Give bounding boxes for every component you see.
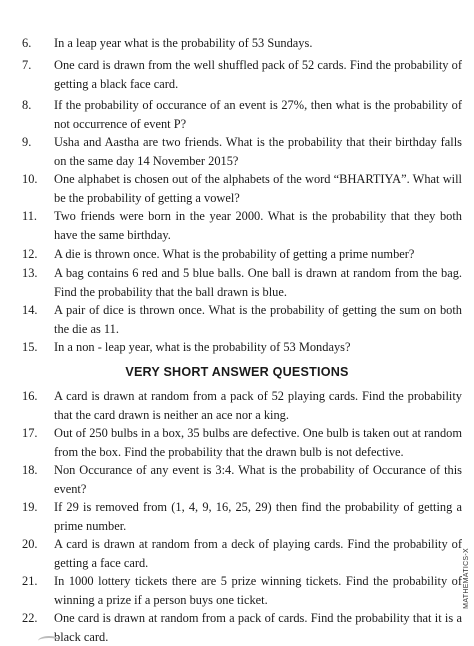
question-13 — [22, 264, 462, 301]
question-text: A pair of dice is thrown once. What is the probability of getting the sum on both the die as 11. — [54, 303, 462, 336]
question-number: 6. — [22, 36, 32, 50]
question-number: 21. — [22, 574, 38, 588]
question-text: Usha and Aastha are two friends. What is the probability that their birthday falls on the same day 14 November 2015? — [54, 135, 462, 168]
question-text: In a leap year what is the probability of 53 Sundays. — [54, 36, 313, 50]
question-14 — [22, 301, 462, 338]
question-20 — [22, 535, 462, 572]
question-number: 13. — [22, 266, 38, 280]
question-19 — [22, 498, 462, 535]
question-number: 9. — [22, 135, 32, 149]
question-text: A bag contains 6 red and 5 blue balls. One ball is drawn at random from the bag. Find the probability that the ball drawn is blue. — [54, 266, 462, 299]
section-heading: VERY SHORT ANSWER QUESTIONS — [125, 365, 349, 379]
question-text: In 1000 lottery tickets there are 5 prize winning tickets. Find the probability of winning a prize if a person buys one ticket. — [54, 574, 462, 607]
question-text: Non Occurance of any event is 3:4. What is the probability of Occurance of this event? — [54, 463, 462, 496]
page-edge-mark — [38, 636, 60, 646]
question-8 — [22, 96, 462, 133]
question-10 — [22, 170, 462, 207]
question-number: 8. — [22, 98, 32, 112]
question-number: 7. — [22, 58, 32, 72]
question-number: 17. — [22, 426, 38, 440]
question-text: In a non - leap year, what is the probability of 53 Mondays? — [54, 340, 351, 354]
question-6 — [22, 34, 462, 53]
question-7 — [22, 56, 462, 93]
question-text: A die is thrown once. What is the probability of getting a prime number? — [54, 247, 415, 261]
question-number: 10. — [22, 172, 38, 186]
question-text: A card is drawn at random from a deck of playing cards. Find the probability of getting a face card. — [54, 537, 462, 570]
question-text: If the probability of occurance of an event is 27%, then what is the probability of not occurrence of event P? — [54, 98, 462, 131]
question-11 — [22, 207, 462, 244]
question-text: Out of 250 bulbs in a box, 35 bulbs are defective. One bulb is taken out at random from the box. Find the probability that the drawn bulb is not defective. — [54, 426, 462, 459]
question-16 — [22, 387, 462, 424]
question-17 — [22, 424, 462, 461]
question-number: 15. — [22, 340, 38, 354]
question-12 — [22, 245, 462, 264]
question-number: 12. — [22, 247, 38, 261]
question-18 — [22, 461, 462, 498]
question-number: 11. — [22, 209, 38, 223]
question-number: 16. — [22, 389, 38, 403]
question-text: Two friends were born in the year 2000. What is the probability that they both have the same birthday. — [54, 209, 462, 242]
question-15 — [22, 338, 462, 357]
question-number: 18. — [22, 463, 38, 477]
question-9 — [22, 133, 462, 170]
question-number: 20. — [22, 537, 38, 551]
question-number: 14. — [22, 303, 38, 317]
question-text: One card is drawn from the well shuffled pack of 52 cards. Find the probability of getting a black face card. — [54, 58, 462, 91]
question-21 — [22, 572, 462, 609]
question-text: A card is drawn at random from a pack of 52 playing cards. Find the probability that the card drawn is neither an ace nor a king. — [54, 389, 462, 422]
question-text: One alphabet is chosen out of the alphabets of the word “BHARTIYA”. What will be the probability of getting a vowel? — [54, 172, 462, 205]
question-text: One card is drawn at random from a pack of cards. Find the probability that it is a black card. — [54, 611, 462, 644]
side-margin-text: MATHEMATICS-X — [463, 548, 470, 609]
question-22 — [22, 609, 462, 646]
question-text: If 29 is removed from (1, 4, 9, 16, 25, 29) then find the probability of getting a prime number. — [54, 500, 462, 533]
question-number: 19. — [22, 500, 38, 514]
question-number: 22. — [22, 611, 38, 625]
